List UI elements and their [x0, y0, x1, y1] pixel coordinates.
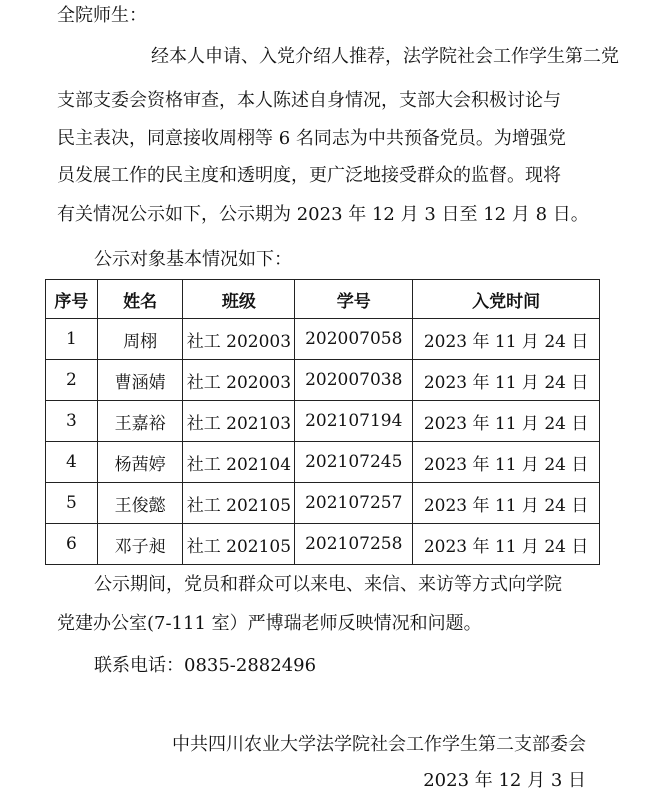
table-row: [46, 401, 600, 442]
feedback-paragraph-line: 党建办公室(7-111 室）严博瑞老师反映情况和问题。: [57, 613, 482, 634]
table-row: [46, 524, 600, 565]
table-row: [46, 442, 600, 483]
cell-name: 王俊懿: [97, 483, 183, 524]
header-name: 姓名: [97, 280, 183, 319]
table-row: [46, 483, 600, 524]
paragraph-line: 民主表决，同意接收周栩等 6 名同志为中共预备党员。为增强党: [57, 128, 566, 149]
cell-class: 社工 202105: [183, 524, 295, 565]
salutation: 全院师生：: [57, 5, 147, 26]
cell-name: 王嘉裕: [97, 401, 183, 442]
cell-name: 曹涵婧: [97, 360, 183, 401]
header-class: 班级: [183, 280, 295, 319]
cell-join-date: 2023 年 11 月 24 日: [413, 483, 600, 524]
cell-class: 社工 202104: [183, 442, 295, 483]
cell-student-id: 202007058: [295, 319, 413, 360]
contact-phone: 联系电话：0835-2882496: [94, 655, 317, 676]
cell-join-date: 2023 年 11 月 24 日: [413, 442, 600, 483]
cell-class: 社工 202103: [183, 401, 295, 442]
signature-date: 2023 年 12 月 3 日: [423, 770, 586, 791]
cell-student-id: 202107257: [295, 483, 413, 524]
candidates-table: [45, 279, 600, 565]
cell-student-id: 202107245: [295, 442, 413, 483]
cell-index: 3: [46, 401, 98, 442]
cell-index: 5: [46, 483, 98, 524]
header-join-date: 入党时间: [413, 280, 600, 319]
cell-index: 4: [46, 442, 98, 483]
cell-name: 邓子昶: [97, 524, 183, 565]
header-index: 序号: [46, 280, 98, 319]
cell-name: 周栩: [97, 319, 183, 360]
cell-name: 杨茜婷: [97, 442, 183, 483]
cell-student-id: 202107194: [295, 401, 413, 442]
table-row: [46, 319, 600, 360]
cell-student-id: 202007038: [295, 360, 413, 401]
cell-index: 1: [46, 319, 98, 360]
paragraph-line: 经本人申请、入党介绍人推荐，法学院社会工作学生第二党: [151, 46, 619, 67]
cell-join-date: 2023 年 11 月 24 日: [413, 319, 600, 360]
cell-class: 社工 202105: [183, 483, 295, 524]
paragraph-line: 有关情况公示如下，公示期为 2023 年 12 月 3 日至 12 月 8 日。: [57, 204, 589, 225]
header-student-id: 学号: [295, 280, 413, 319]
cell-index: 6: [46, 524, 98, 565]
cell-join-date: 2023 年 11 月 24 日: [413, 360, 600, 401]
paragraph-line: 员发展工作的民主度和透明度，更广泛地接受群众的监督。现将: [57, 165, 561, 186]
table-intro: 公示对象基本情况如下：: [94, 249, 292, 270]
paragraph-line: 支部支委会资格审查，本人陈述自身情况，支部大会积极讨论与: [57, 90, 561, 111]
feedback-paragraph-line: 公示期间，党员和群众可以来电、来信、来访等方式向学院: [94, 574, 562, 595]
cell-student-id: 202107258: [295, 524, 413, 565]
cell-join-date: 2023 年 11 月 24 日: [413, 401, 600, 442]
cell-join-date: 2023 年 11 月 24 日: [413, 524, 600, 565]
cell-index: 2: [46, 360, 98, 401]
cell-class: 社工 202003: [183, 360, 295, 401]
cell-class: 社工 202003: [183, 319, 295, 360]
table-row: [46, 360, 600, 401]
table-header-row: [46, 280, 600, 319]
signature-organization: 中共四川农业大学法学院社会工作学生第二支部委会: [172, 734, 586, 755]
